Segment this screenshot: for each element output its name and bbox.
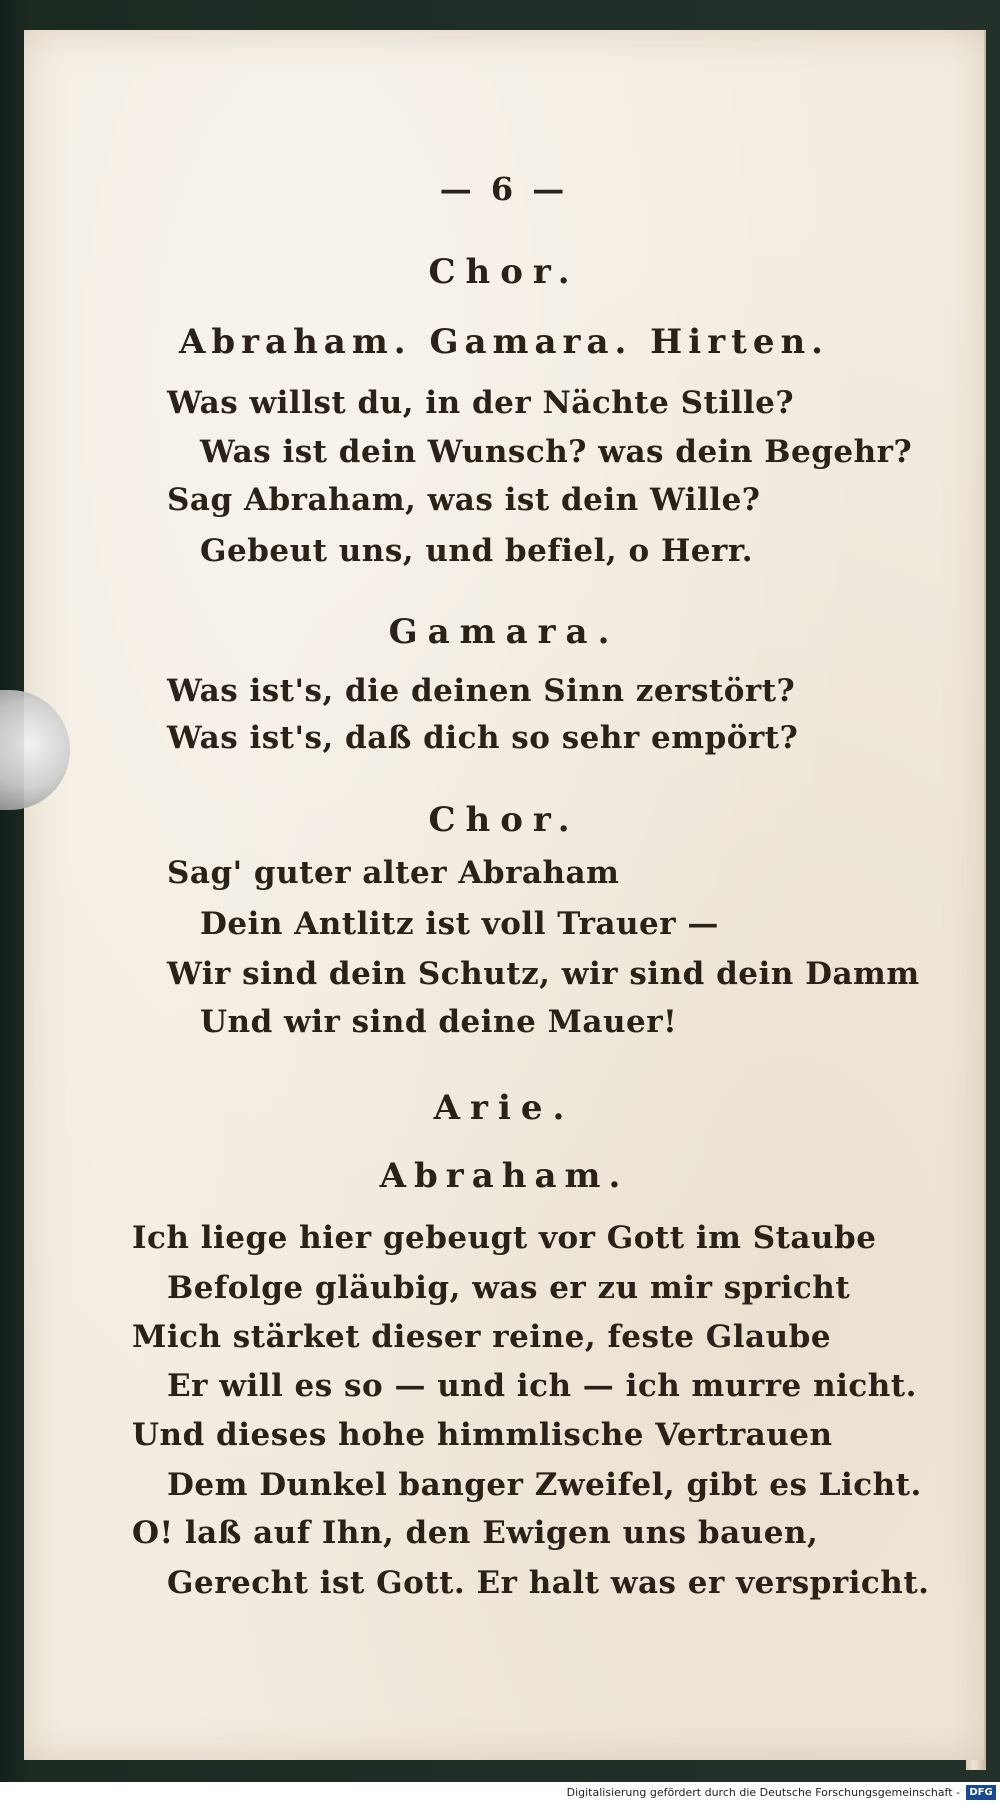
verse-line: Dem Dunkel banger Zweifel, gibt es Licht. (167, 1467, 922, 1503)
verse-line: O! laß auf Ihn, den Ewigen uns bauen, (132, 1515, 819, 1551)
footer-bar (0, 1782, 1000, 1804)
verse-line: Was willst du, in der Nächte Stille? (167, 385, 795, 421)
funding-credit: Digitalisierung gefördert durch die Deutsche Forschungsgemeinschaft - (566, 1786, 960, 1799)
section-heading-chor: Chor. (428, 252, 580, 292)
verse-line: Was ist dein Wunsch? was dein Begehr? (200, 434, 913, 470)
verse-line: Befolge gläubig, was er zu mir spricht (167, 1270, 851, 1306)
verse-line: Wir sind dein Schutz, wir sind dein Damm (167, 956, 920, 992)
page-text (24, 30, 984, 1760)
verse-line: Gerecht ist Gott. Er halt was er verspricht. (167, 1565, 930, 1601)
section-speaker: Abraham. (379, 1156, 629, 1196)
verse-line: Was ist's, die deinen Sinn zerstört? (167, 673, 796, 709)
section-heading-chor: Chor. (428, 800, 580, 840)
page-number: — 6 — (439, 170, 569, 208)
section-speakers: Abraham. Gamara. Hirten. (178, 322, 830, 362)
section-heading-gamara: Gamara. (388, 612, 620, 652)
section-heading-arie: Arie. (433, 1088, 575, 1128)
verse-line: Gebeut uns, und befiel, o Herr. (200, 533, 754, 569)
verse-line: Mich stärket dieser reine, feste Glaube (132, 1319, 832, 1355)
verse-line: Und wir sind deine Mauer! (200, 1004, 678, 1040)
book-page (24, 30, 984, 1760)
verse-line: Und dieses hohe himmlische Vertrauen (132, 1417, 833, 1453)
verse-line: Sag' guter alter Abraham (167, 855, 620, 891)
verse-line: Dein Antlitz ist voll Trauer — (200, 906, 719, 942)
verse-line: Sag Abraham, was ist dein Wille? (167, 482, 761, 518)
dfg-logo: DFG (966, 1785, 996, 1800)
verse-line: Er will es so — und ich — ich murre nicht. (167, 1368, 917, 1404)
verse-line: Ich liege hier gebeugt vor Gott im Staube (132, 1220, 877, 1256)
verse-line: Was ist's, daß dich so sehr empört? (167, 720, 799, 756)
